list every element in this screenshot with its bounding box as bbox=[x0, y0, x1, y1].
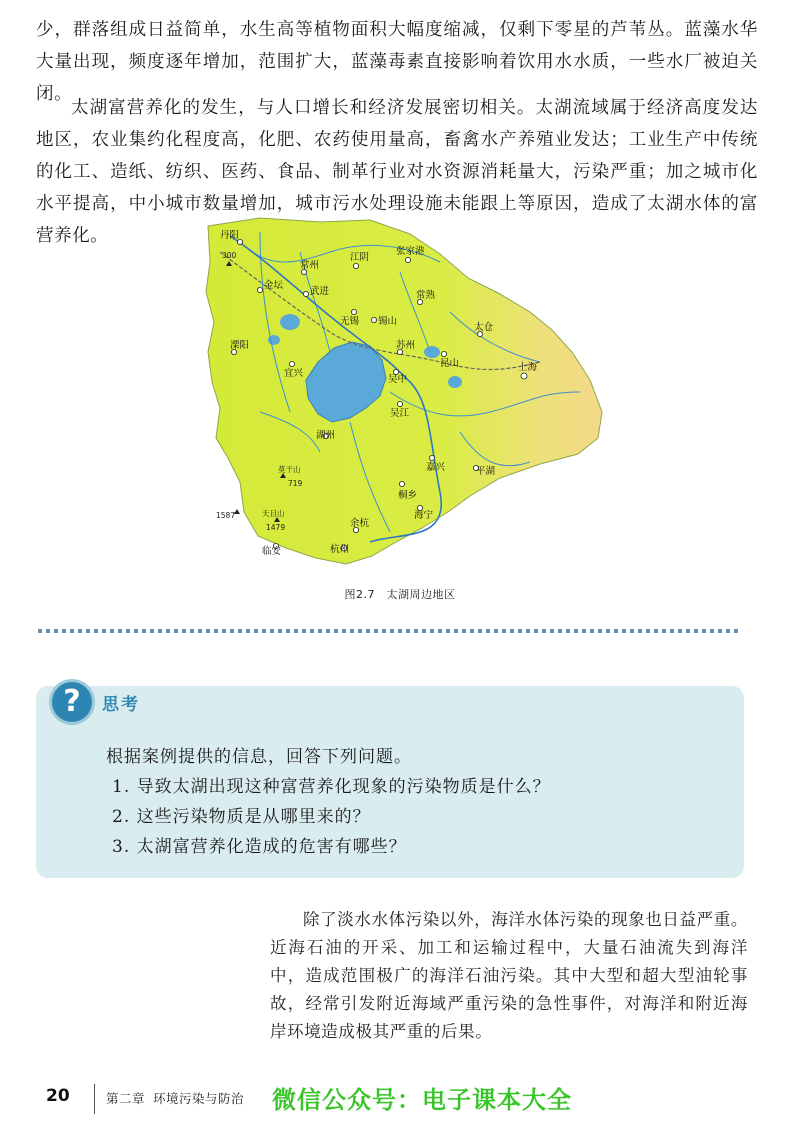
footer-divider bbox=[94, 1084, 95, 1114]
label-huzhou: 湖州 bbox=[316, 430, 336, 441]
label-moganshan: 莫干山 bbox=[278, 465, 301, 474]
marker-wujiang bbox=[397, 401, 402, 406]
question-mark-icon: ? bbox=[52, 682, 92, 722]
marker-tongxiang bbox=[399, 481, 404, 486]
taihu-region-map bbox=[200, 212, 610, 574]
label-jiangyin: 江阴 bbox=[350, 252, 370, 263]
label-peak-3: 1587 bbox=[216, 511, 236, 520]
label-wujin: 武进 bbox=[310, 286, 330, 297]
think-question-3: 3. 太湖富营养化造成的危害有哪些？ bbox=[112, 837, 407, 857]
label-peak-1: 300 bbox=[222, 251, 237, 260]
chapter-heading bbox=[106, 1089, 252, 1107]
marker-kunshan bbox=[441, 351, 446, 356]
label-shanghai: 上海 bbox=[518, 362, 538, 373]
label-changshu: 常熟 bbox=[416, 290, 436, 301]
marker-yixing bbox=[289, 361, 294, 366]
watermark-text: 微信公众号：电子课本大全 bbox=[272, 1086, 572, 1114]
marker-wujin bbox=[303, 291, 308, 296]
label-yuhang: 余杭 bbox=[350, 518, 370, 529]
label-jiaxing: 嘉兴 bbox=[426, 462, 446, 473]
marker-xishan bbox=[371, 317, 376, 322]
marker-wuxi bbox=[351, 309, 356, 314]
label-yixing: 宜兴 bbox=[284, 368, 304, 379]
label-taicang: 太仓 bbox=[474, 322, 494, 333]
label-peak-4: 1479 bbox=[266, 523, 286, 532]
label-wuxi: 无锡 bbox=[340, 316, 360, 327]
map-graphic bbox=[200, 212, 610, 574]
marker-jiaxing bbox=[429, 455, 434, 460]
marker-shanghai bbox=[521, 373, 527, 379]
body-paragraph-2: 太湖富营养化的发生，与人口增长和经济发展密切相关。太湖流域属于经济高度发达地区，农业集约化程度高，化肥、农药使用量高，畜禽水产养殖业发达；工业生产中传统的化工、造纸、纺织、医药、食品、制革行业对水资源消耗量大，污染严重；加之城市化水平提高，中小城市数量增加，城市污水处理设施未能跟上等原因，造成了太湖水体的富营养化。 bbox=[36, 98, 758, 246]
label-haining: 海宁 bbox=[414, 510, 434, 521]
label-linan: 临安 bbox=[262, 546, 282, 557]
lake-gehu bbox=[280, 314, 300, 330]
label-peak-2: 719 bbox=[288, 479, 303, 488]
label-xishan: 锡山 bbox=[378, 316, 398, 327]
label-tianmushan: 天目山 bbox=[262, 509, 285, 518]
think-header bbox=[52, 682, 140, 722]
page-footer bbox=[0, 1080, 800, 1120]
label-danyang: 丹阳 bbox=[220, 230, 240, 241]
marker-jintan bbox=[257, 287, 262, 292]
think-question-2: 2. 这些污染物质是从哪里来的？ bbox=[112, 807, 371, 827]
chapter-title: 环境污染与防治 bbox=[153, 1091, 245, 1106]
figure-caption: 图2.7 太湖周边地区 bbox=[344, 588, 456, 601]
label-pinghu: 平湖 bbox=[476, 466, 496, 477]
body-paragraph-1: 少，群落组成日益简单，水生高等植物面积大幅度缩减，仅剩下零星的芦苇丛。蓝藻水华大量出现，频度逐年增加，范围扩大，蓝藻毒素直接影响着饮用水水质，一些水厂被迫关闭。 bbox=[36, 20, 758, 104]
label-wuzhong: 吴中 bbox=[388, 374, 408, 385]
label-hangzhou: 杭州 bbox=[330, 544, 350, 555]
think-questions bbox=[112, 772, 551, 862]
lake-yangcheng bbox=[424, 346, 440, 358]
label-changzhou: 常州 bbox=[300, 260, 320, 271]
marker-jiangyin bbox=[353, 263, 358, 268]
label-kunshan: 昆山 bbox=[440, 358, 460, 369]
think-question-1: 1. 导致太湖出现这种富营养化现象的污染物质是什么？ bbox=[112, 777, 551, 797]
label-suzhou: 苏州 bbox=[396, 340, 416, 351]
think-intro: 根据案例提供的信息，回答下列问题。 bbox=[106, 747, 412, 767]
think-title: 思考 bbox=[102, 694, 140, 715]
dotted-divider bbox=[36, 628, 744, 634]
marker-zhangjiagang bbox=[405, 257, 410, 262]
label-jintan: 金坛 bbox=[264, 280, 284, 291]
page-number: 20 bbox=[46, 1086, 70, 1106]
label-wujiang: 吴江 bbox=[390, 408, 410, 419]
label-tongxiang: 桐乡 bbox=[398, 490, 418, 501]
body-paragraph-3: 除了淡水水体污染以外，海洋水体污染的现象也日益严重。近海石油的开采、加工和运输过程中，大量石油流失到海洋中，造成范围极广的海洋石油污染。其中大型和超大型油轮事故，经常引发附近海域严重污染的急性事件，对海洋和附近海岸环境造成极其严重的后果。 bbox=[270, 910, 748, 1041]
lake-dianshan bbox=[448, 376, 462, 388]
label-zhangjiagang: 张家港 bbox=[396, 246, 425, 257]
chapter-label: 第二章 bbox=[106, 1091, 146, 1106]
label-liyang: 溧阳 bbox=[230, 340, 250, 351]
